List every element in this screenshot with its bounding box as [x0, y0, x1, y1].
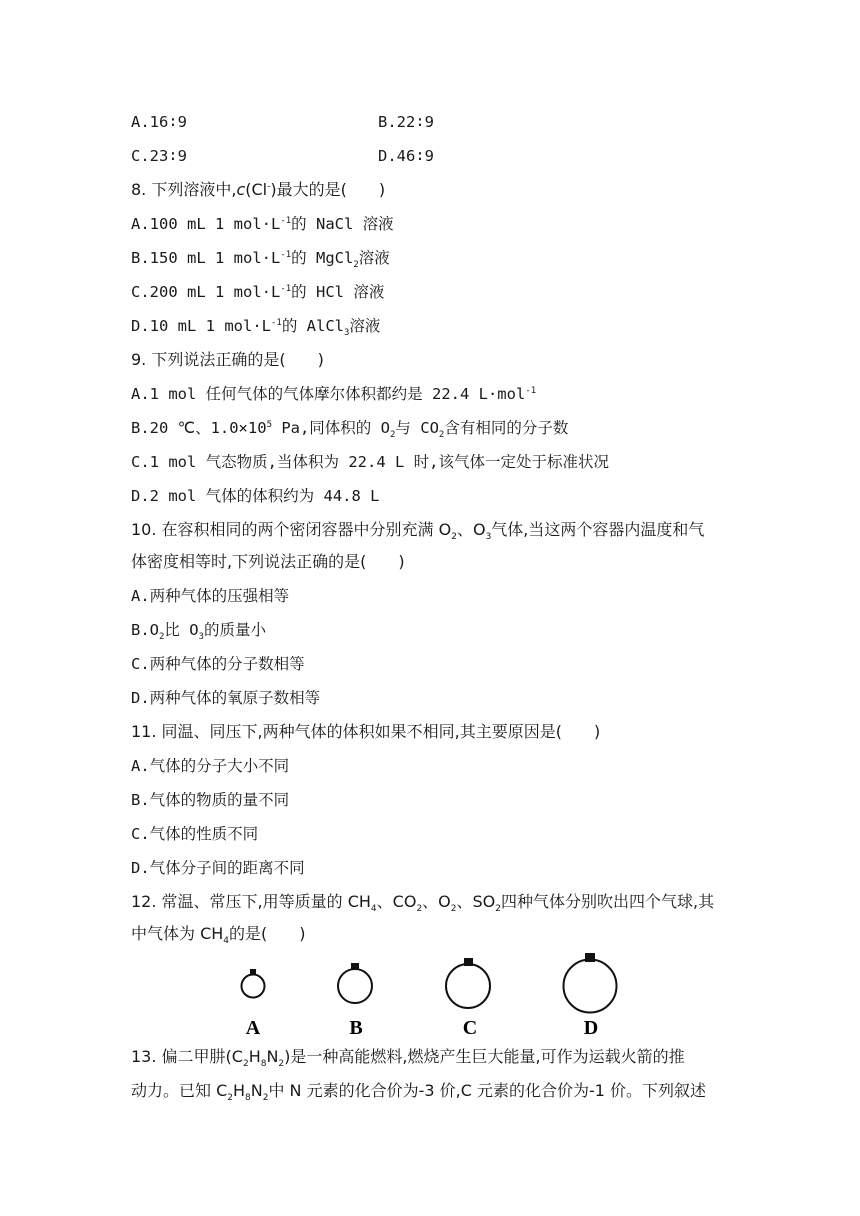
q12-stem-line-1	[131, 892, 715, 915]
q10-option-a: A.两种气体的压强相等	[131, 587, 290, 605]
q11-option-d: D.气体分子间的距离不同	[131, 859, 305, 877]
q8-d-sub: 3	[344, 328, 350, 339]
q9-stem: 9. 下列说法正确的是( )	[131, 350, 324, 369]
q8-c-sup: -1	[280, 283, 292, 294]
q11-stem: 11. 同温、同压下,两种气体的体积如果不相同,其主要原因是( )	[131, 722, 601, 741]
q13-stem2-sub3: 2	[262, 1093, 269, 1104]
q8-b-sup: -1	[280, 249, 292, 260]
q8-stem	[131, 180, 385, 200]
balloon-label-a: A	[245, 1017, 261, 1039]
balloon-label-d: D	[583, 1017, 599, 1039]
q11-option-a: A.气体的分子大小不同	[131, 757, 290, 775]
q10-b-mid: 比 O	[164, 621, 199, 639]
q9-a-sup: -1	[525, 385, 537, 396]
q13-stem1-post: )是一种高能燃料,燃烧产生巨大能量,可作为运载火箭的推	[284, 1047, 685, 1066]
q12-stem1-sub3: 2	[450, 904, 457, 915]
q9-b-post: 含有相同的分子数	[444, 419, 569, 437]
q10-b-sub2: 3	[198, 632, 205, 643]
q13-stem2-sub1: 2	[227, 1093, 233, 1104]
q8-d-post: 的 AlCl	[281, 317, 344, 335]
q10-stem1-mid: 、O	[456, 520, 486, 539]
q13-stem1-pre: 13. 偏二甲肼(C	[131, 1047, 243, 1066]
q9-option-a	[131, 384, 536, 404]
q12-stem-line-2	[131, 924, 306, 947]
q8-option-b	[131, 248, 390, 271]
q12-stem1-a: 、CO	[376, 892, 417, 911]
balloon-a	[242, 969, 265, 998]
q8-a-post: 的 NaCl 溶液	[291, 215, 394, 233]
q7-option-b: B.22∶9	[378, 113, 434, 131]
q9-b-sup: 5	[266, 419, 272, 430]
q9-option-d: D.2 mol 气体的体积约为 44.8 L	[131, 487, 380, 505]
q10-stem1-pre: 10. 在容积相同的两个密闭容器中分别充满 O	[131, 520, 452, 539]
balloon-label-b: B	[349, 1017, 363, 1039]
balloon-c	[446, 958, 490, 1008]
q13-stem-line-2	[131, 1081, 707, 1104]
q10-stem1-sub2: 3	[485, 532, 492, 543]
q10-stem-line-2: 体密度相等时,下列说法正确的是( )	[131, 552, 405, 571]
q8-b-post: 的 MgCl	[291, 249, 354, 267]
q7-option-row-2	[131, 146, 434, 166]
q8-stem-sup: -	[267, 181, 271, 192]
q13-stem2-h: H	[233, 1081, 246, 1100]
q12-stem1-pre: 12. 常温、常压下,用等质量的 CH	[131, 892, 371, 911]
q13-stem1-sub3: 2	[278, 1059, 285, 1070]
q8-d-pre: D.10 mL 1 mol·L	[131, 317, 271, 335]
q8-option-a	[131, 214, 394, 234]
q8-b-pre: B.150 mL 1 mol·L	[131, 249, 281, 267]
q9-option-c: C.1 mol 气态物质,当体积为 22.4 L 时,该气体一定处于标准状况	[131, 453, 609, 471]
balloon-label-c: C	[462, 1017, 478, 1039]
q13-stem1-sub2: 8	[260, 1059, 267, 1070]
q13-stem1-sub1: 2	[242, 1059, 249, 1070]
q8-a-sup: -1	[280, 215, 292, 226]
q8-stem-post: )最大的是( )	[270, 180, 386, 199]
q8-a-pre: A.100 mL 1 mol·L	[131, 215, 281, 233]
balloons-figure	[230, 950, 650, 1040]
q10-stem-line-1	[131, 520, 705, 543]
q13-stem2-sub2: 8	[245, 1093, 251, 1104]
q10-b-pre: B.O	[131, 621, 159, 639]
q10-stem1-post: 气体,当这两个容器内温度和气	[491, 520, 705, 539]
q9-a-pre: A.1 mol 任何气体的气体摩尔体积都约是 22.4 L·mol	[131, 385, 526, 403]
q12-stem2-post: 的是( )	[229, 924, 306, 943]
q10-option-b	[131, 620, 267, 643]
q9-option-b	[131, 418, 569, 441]
balloon-d	[564, 953, 617, 1013]
q10-b-sub1: 2	[159, 632, 165, 643]
q12-stem1-b: 、O	[422, 892, 451, 911]
q8-stem-c: c	[236, 180, 246, 199]
q7-option-d: D.46∶9	[378, 147, 434, 165]
q7-option-c: C.23∶9	[131, 147, 187, 165]
q8-c-pre: C.200 mL 1 mol·L	[131, 283, 281, 301]
q8-d-post2: 溶液	[349, 317, 381, 335]
q12-stem1-sub2: 2	[416, 904, 423, 915]
q8-stem-pre: 8. 下列溶液中,	[131, 180, 237, 199]
q13-stem1-h: H	[248, 1047, 261, 1066]
q9-b-mid: Pa,同体积的 O	[271, 419, 390, 437]
q13-stem2-post: 中 N 元素的化合价为-3 价,C 元素的化合价为-1 价。下列叙述	[268, 1081, 707, 1100]
q9-b-pre: B.20 ℃、1.0×10	[131, 419, 267, 437]
q13-stem-line-1	[131, 1047, 685, 1070]
q8-b-sub: 2	[353, 260, 359, 271]
q9-b-sub2: 2	[438, 430, 445, 441]
q8-d-sup: -1	[270, 317, 282, 328]
q10-option-c: C.两种气体的分子数相等	[131, 655, 305, 673]
q7-option-a: A.16∶9	[131, 113, 187, 131]
q8-b-post2: 溶液	[358, 249, 390, 267]
q8-option-d	[131, 316, 381, 339]
q12-stem2-pre: 中气体为 CH	[131, 924, 224, 943]
balloon-b	[338, 963, 372, 1003]
q12-stem1-sub4: 2	[495, 904, 502, 915]
q8-option-c	[131, 282, 384, 302]
q13-stem1-n: N	[266, 1047, 279, 1066]
q12-stem2-sub: 4	[223, 936, 230, 947]
q8-stem-cl: (Cl	[245, 180, 268, 199]
q10-stem1-sub1: 2	[451, 532, 457, 543]
q7-option-row-1	[131, 112, 434, 132]
q10-option-d: D.两种气体的氧原子数相等	[131, 689, 321, 707]
q11-option-b: B.气体的物质的量不同	[131, 791, 290, 809]
q12-stem1-sub1: 4	[370, 904, 377, 915]
q9-b-sub1: 2	[389, 430, 396, 441]
q13-stem2-n: N	[250, 1081, 263, 1100]
q11-option-c: C.气体的性质不同	[131, 825, 259, 843]
q12-stem1-post: 四种气体分别吹出四个气球,其	[501, 892, 715, 911]
q8-c-post: 的 HCl 溶液	[291, 283, 385, 301]
q13-stem2-pre: 动力。已知 C	[131, 1081, 228, 1100]
q12-stem1-c: 、SO	[456, 892, 496, 911]
q9-b-mid2: 与 CO	[395, 419, 439, 437]
q10-b-post: 的质量小	[204, 621, 267, 639]
